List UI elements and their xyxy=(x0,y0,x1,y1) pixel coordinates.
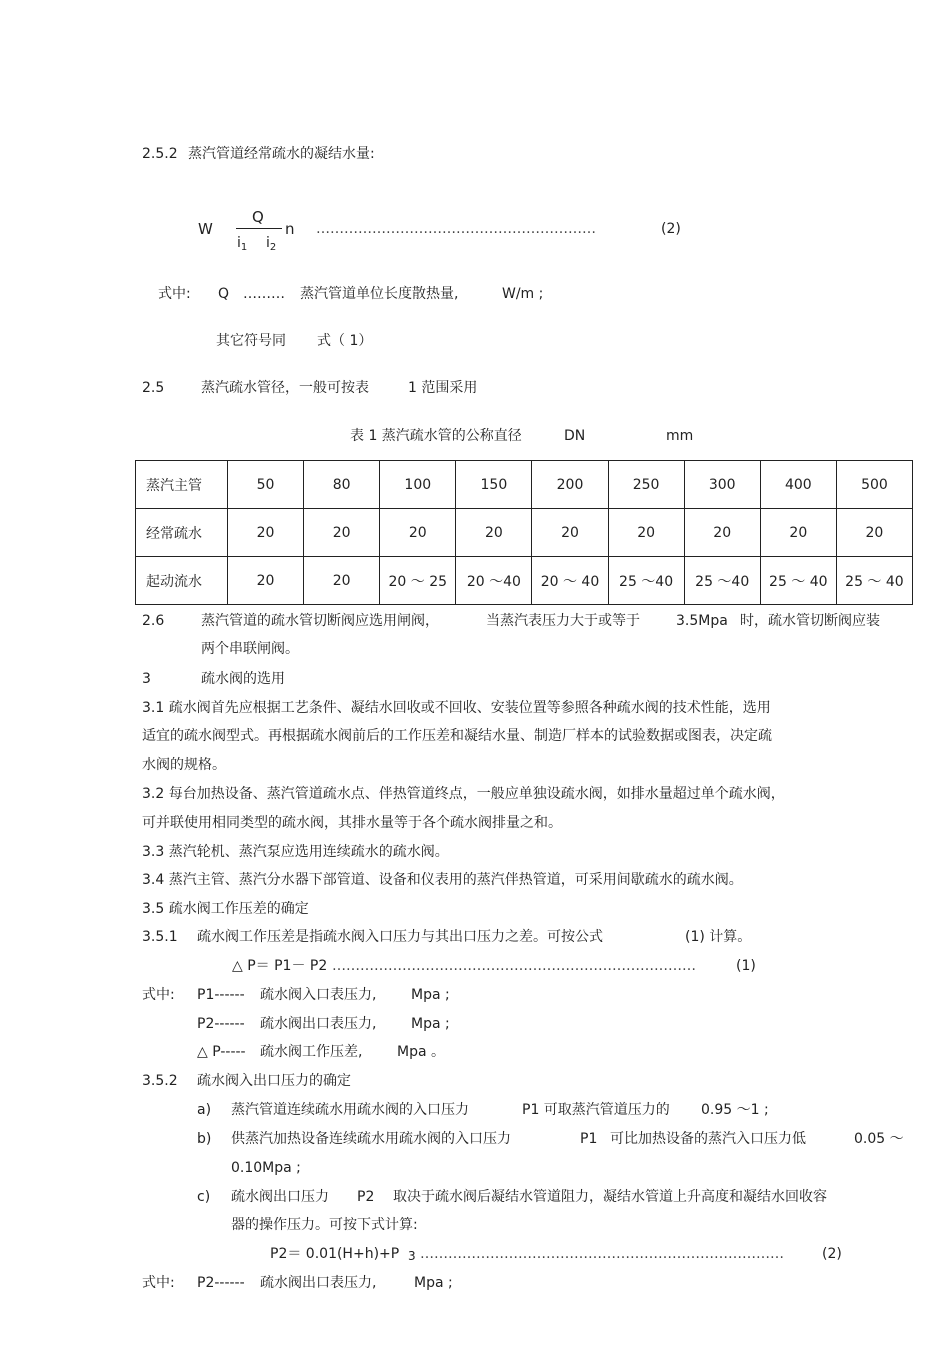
table-cell: 500 xyxy=(836,461,912,509)
table-caption-dn: DN xyxy=(564,428,586,444)
table-caption: 表 1 蒸汽疏水管的公称直径 xyxy=(350,428,522,444)
where2-dp-symbol: △ P----- xyxy=(197,1044,246,1060)
item-b-line2: 0.10Mpa ; xyxy=(231,1160,301,1176)
where2-p2-symbol: P2------ xyxy=(197,1016,245,1032)
where2-dp-unit: Mpa 。 xyxy=(397,1044,445,1060)
section-2-5-2-title: 蒸汽管道经常疏水的凝结水量: xyxy=(188,146,375,162)
section-3-5-line1: 3.5 疏水阀工作压差的确定 xyxy=(142,901,309,917)
table-cell: 20 xyxy=(684,509,760,557)
formula-q-numerator: Q xyxy=(252,208,264,226)
section-3-5-1-ref: (1) 计算。 xyxy=(685,929,752,945)
formula3-sub: 3 xyxy=(408,1249,416,1263)
table-row xyxy=(136,461,913,509)
table-row xyxy=(136,557,913,605)
item-c-symbol: P2 xyxy=(357,1189,375,1205)
section-2-5-number: 2.5 xyxy=(142,380,165,396)
where2-p1-description: 疏水阀入口表压力, xyxy=(260,987,377,1003)
section-3-title: 疏水阀的选用 xyxy=(201,671,285,687)
table-cell: 20 xyxy=(228,557,304,605)
where3-symbol: P2------ xyxy=(197,1275,245,1291)
table-cell: 20 xyxy=(380,509,456,557)
section-3-5-2-number: 3.5.2 xyxy=(142,1073,178,1089)
table-cell: 20 xyxy=(304,557,380,605)
where2-dp-description: 疏水阀工作压差, xyxy=(260,1044,363,1060)
where2-p1-symbol: P1------ xyxy=(197,987,245,1003)
others-same-text: 其它符号同 xyxy=(216,333,286,349)
item-a-text: 蒸汽管道连续疏水用疏水阀的入口压力 xyxy=(231,1102,469,1118)
table-cell: 20 xyxy=(456,509,532,557)
item-b-value: 0.05 ～ xyxy=(854,1131,904,1147)
table-cell: 100 xyxy=(380,461,456,509)
formula-dots: …………………………………………………… xyxy=(316,221,596,237)
table-cell: 25 ～40 xyxy=(684,557,760,605)
item-a-label: a) xyxy=(197,1102,212,1118)
table-cell: 20 xyxy=(608,509,684,557)
table-cell: 50 xyxy=(228,461,304,509)
section-2-6-line2: 两个串联闸阀。 xyxy=(201,641,299,657)
table-cell: 25 ～ 40 xyxy=(760,557,836,605)
where-dots: ……… xyxy=(243,286,285,302)
table-cell: 25 ～ 40 xyxy=(836,557,912,605)
section-3-4-line1: 3.4 蒸汽主管、蒸汽分水器下部管道、设备和仪表用的蒸汽伴热管道，可采用间歇疏水的疏水阀。 xyxy=(142,872,743,888)
section-2-5-ref: 1 范围采用 xyxy=(408,380,478,396)
section-3-1-line2: 适宜的疏水阀型式。再根据疏水阀前后的工作压差和凝结水量、制造厂样本的试验数据或图表，决定疏 xyxy=(142,728,772,744)
formula-ref: (2) xyxy=(661,221,681,237)
formula3-ref: (2) xyxy=(822,1246,842,1262)
pipe-diameter-table xyxy=(135,460,913,605)
table-cell: 200 xyxy=(532,461,608,509)
table-row xyxy=(136,509,913,557)
table-row-header: 蒸汽主管 xyxy=(136,461,228,509)
where3-label: 式中: xyxy=(142,1275,175,1291)
item-a-symbol: P1 可取蒸汽管道压力的 xyxy=(522,1102,670,1118)
where2-p2-description: 疏水阀出口表压力, xyxy=(260,1016,377,1032)
table-cell: 20 ～ 40 xyxy=(532,557,608,605)
item-c-text2: 取决于疏水阀后凝结水管道阻力，凝结水管道上升高度和凝结水回收容 xyxy=(393,1189,827,1205)
where-label: 式中: xyxy=(158,286,191,302)
table-cell: 400 xyxy=(760,461,836,509)
where2-p1-unit: Mpa ; xyxy=(411,987,450,1003)
where2-label: 式中: xyxy=(142,987,175,1003)
formula1-ref: (1) xyxy=(736,958,756,974)
section-2-6-value: 3.5Mpa xyxy=(676,613,728,629)
table-cell: 80 xyxy=(304,461,380,509)
formula3-lhs: P2＝ 0.01(H+h)+P xyxy=(270,1246,400,1262)
section-3-5-1-number: 3.5.1 xyxy=(142,929,178,945)
section-2-6-text-c: 时，疏水管切断阀应装 xyxy=(740,613,880,629)
section-2-6-text-b: 当蒸汽表压力大于或等于 xyxy=(486,613,640,629)
table-cell: 250 xyxy=(608,461,684,509)
section-3-3-line1: 3.3 蒸汽轮机、蒸汽泵应选用连续疏水的疏水阀。 xyxy=(142,844,449,860)
formula3-dots: …………………………………………………………………… xyxy=(420,1246,784,1262)
table-cell: 20 xyxy=(228,509,304,557)
section-3-number: 3 xyxy=(142,671,151,687)
table-cell: 20 xyxy=(760,509,836,557)
where-q-unit: W/m ; xyxy=(502,286,544,302)
section-2-5-text: 蒸汽疏水管径，一般可按表 xyxy=(201,380,369,396)
formula1-lhs: △ P＝ P1－ P2 xyxy=(232,958,328,974)
item-b-label: b) xyxy=(197,1131,212,1147)
section-3-2-line1: 3.2 每台加热设备、蒸汽管道疏水点、伴热管道终点，一般应单独设疏水阀，如排水量超过单个疏水阀， xyxy=(142,786,785,802)
others-same-ref: 式（ 1） xyxy=(317,333,373,349)
section-3-5-1-text: 疏水阀工作压差是指疏水阀入口压力与其出口压力之差。可按公式 xyxy=(197,929,603,945)
table-cell: 20 xyxy=(532,509,608,557)
where-symbol-q: Q xyxy=(218,286,230,302)
where3-unit: Mpa ; xyxy=(414,1275,453,1291)
section-2-6-text-a: 蒸汽管道的疏水管切断阀应选用闸阀， xyxy=(201,613,439,629)
where-q-description: 蒸汽管道单位长度散热量, xyxy=(300,286,459,302)
item-b-text: 供蒸汽加热设备连续疏水用疏水阀的入口压力 xyxy=(231,1131,511,1147)
section-3-2-line2: 可并联使用相同类型的疏水阀，其排水量等于各个疏水阀排量之和。 xyxy=(142,815,562,831)
formula-i2: $i_2$ xyxy=(266,235,277,253)
formula1-dots: …………………………………………………………………… xyxy=(332,958,696,974)
table-cell: 300 xyxy=(684,461,760,509)
section-2-6-number: 2.6 xyxy=(142,613,165,629)
section-2-5-2-number: 2.5.2 xyxy=(142,146,178,162)
formula-n: n xyxy=(285,220,295,238)
item-c-label: c) xyxy=(197,1189,211,1205)
item-a-value: 0.95 ～1 ; xyxy=(701,1102,769,1118)
table-row-header: 起动流水 xyxy=(136,557,228,605)
where3-description: 疏水阀出口表压力, xyxy=(260,1275,377,1291)
table-cell: 20 ～40 xyxy=(456,557,532,605)
table-cell: 150 xyxy=(456,461,532,509)
table-row-header: 经常疏水 xyxy=(136,509,228,557)
table-cell: 20 xyxy=(304,509,380,557)
item-c-line2: 器的操作压力。可按下式计算: xyxy=(231,1217,418,1233)
table-caption-unit: mm xyxy=(666,428,694,444)
item-c-text: 疏水阀出口压力 xyxy=(231,1189,329,1205)
where2-p2-unit: Mpa ; xyxy=(411,1016,450,1032)
table-cell: 25 ～40 xyxy=(608,557,684,605)
section-3-5-2-title: 疏水阀入出口压力的确定 xyxy=(197,1073,351,1089)
formula-i1: $i_1$ xyxy=(237,235,248,253)
fraction-bar xyxy=(236,228,282,229)
section-3-1-line3: 水阀的规格。 xyxy=(142,757,226,773)
item-b-symbol: P1 xyxy=(580,1131,598,1147)
section-3-1-line1: 3.1 疏水阀首先应根据工艺条件、凝结水回收或不回收、安装位置等参照各种疏水阀的技术性能，选用 xyxy=(142,700,771,716)
table-cell: 20 ～ 25 xyxy=(380,557,456,605)
table-cell: 20 xyxy=(836,509,912,557)
formula-w: W xyxy=(198,220,213,238)
item-b-text2: 可比加热设备的蒸汽入口压力低 xyxy=(610,1131,806,1147)
